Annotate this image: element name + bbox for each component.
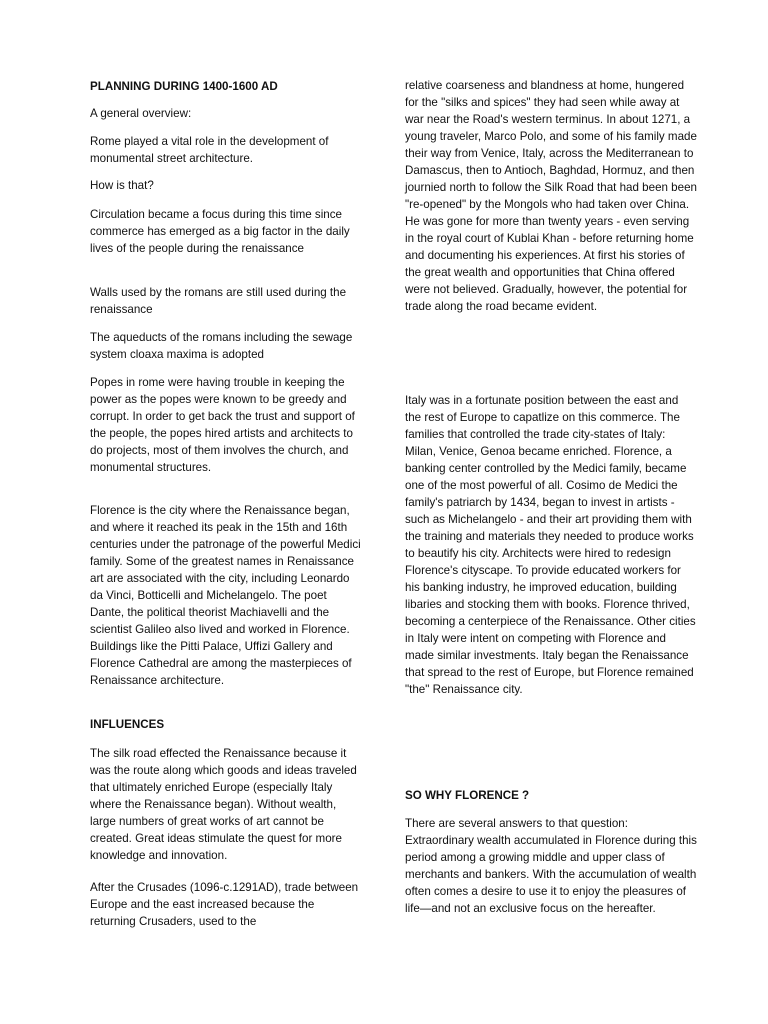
paragraph-marco-polo: relative coarseness and blandness at home, hungered for the "silks and spices" they had seen while away at war near the Road's western terminus. In about 1271, a young traveler, Marco Polo, and some of his family made their way from Venice, Italy, across the Mediterranean to Damascus, then to Antioch, Baghdad, Hormuz, and then journied north to follow the Silk Road that had been been "re-opened" by the Mongols who had taken over China. He was gone for more than twenty years - even serving in the royal court of Kublai Khan - before returning home and documenting his experiences. At first his stories of the great wealth and opportunities that China offered were not believed. Gradually, however, the potential for trade along the road became evident. xyxy=(405,79,697,313)
paragraph-answers: There are several answers to that question: Extraordinary wealth accumulated in Florence during this period among a growing middle and upper class of merchants and bankers. With the accumulation of wealth often comes a desire to use it to enjoy the pleasures of life—and not an exclusive focus on the hereafter. xyxy=(405,817,697,915)
paragraph-popes: Popes in rome were having trouble in keeping the power as the popes were known to be greedy and corrupt. In order to get back the trust and support of the people, the popes hired artists and architects to do projects, most of them involves the church, and monumental structures. xyxy=(90,376,355,474)
paragraph-rome: Rome played a vital role in the development of monumental street architecture. xyxy=(90,135,329,165)
paragraph-walls: Walls used by the romans are still used during the renaissance xyxy=(90,286,347,316)
question-how: How is that? xyxy=(90,179,154,192)
paragraph-aqueducts: The aqueducts of the romans including the sewage system cloaxa maxima is adopted xyxy=(90,331,353,361)
heading-influences: INFLUENCES xyxy=(90,718,165,731)
paragraph-florence: Florence is the city where the Renaissance began, and where it reached its peak in the 15th and 16th centuries under the patronage of the powerful Medici family. Some of the greatest names in Renaissance art are associated with the city, including Leonardo da Vinci, Botticelli and Michelangelo. The poet Dante, the political theorist Machiavelli and the scientist Galileo also lived and worked in Florence. Buildings like the Pitti Palace, Uffizi Gallery and Florence Cathedral are among the masterpieces of Renaissance architecture. xyxy=(90,504,361,687)
paragraph-circulation: Circulation became a focus during this time since commerce has emerged as a big factor in the daily lives of the people during the renaissance xyxy=(90,208,350,255)
paragraph-italy: Italy was in a fortunate position between the east and the rest of Europe to capatlize on this commerce. The families that controlled the trade city-states of Italy: Milan, Venice, Genoa became enriched. Florence, a banking center controlled by the Medici family, became one of the most powerful of all. Cosimo de Medici the family's patriarch by 1434, began to invest in artists - such as Michelangelo - and their art providing them with the training and materials they needed to produce works to beautify his city. Architects were hired to redesign Florence's cityscape. To provide educated workers for his banking industry, he improved education, building libaries and stocking them with books. Florence thrived, becoming a centerpiece of the Renaissance. Other cities in Italy were intent on competing with Florence and made similar investments. Italy began the Renaissance that spread to the rest of Europe, but Florence remained "the" Renaissance city. xyxy=(405,394,696,696)
overview-label: A general overview: xyxy=(90,107,192,120)
paragraph-silk-road: The silk road effected the Renaissance because it was the route along which goods and ideas traveled that ultimately enriched Europe (especially Italy where the Renaissance began). Without wealth, large numbers of great works of art cannot be created. Great ideas stimulate the quest for more knowledge and innovation. xyxy=(90,747,357,862)
heading-why-florence: SO WHY FLORENCE ? xyxy=(405,789,530,802)
document-title: PLANNING DURING 1400-1600 AD xyxy=(90,80,278,93)
paragraph-crusades: After the Crusades (1096-c.1291AD), trade between Europe and the east increased because the returning Crusaders, used to the xyxy=(90,881,359,928)
